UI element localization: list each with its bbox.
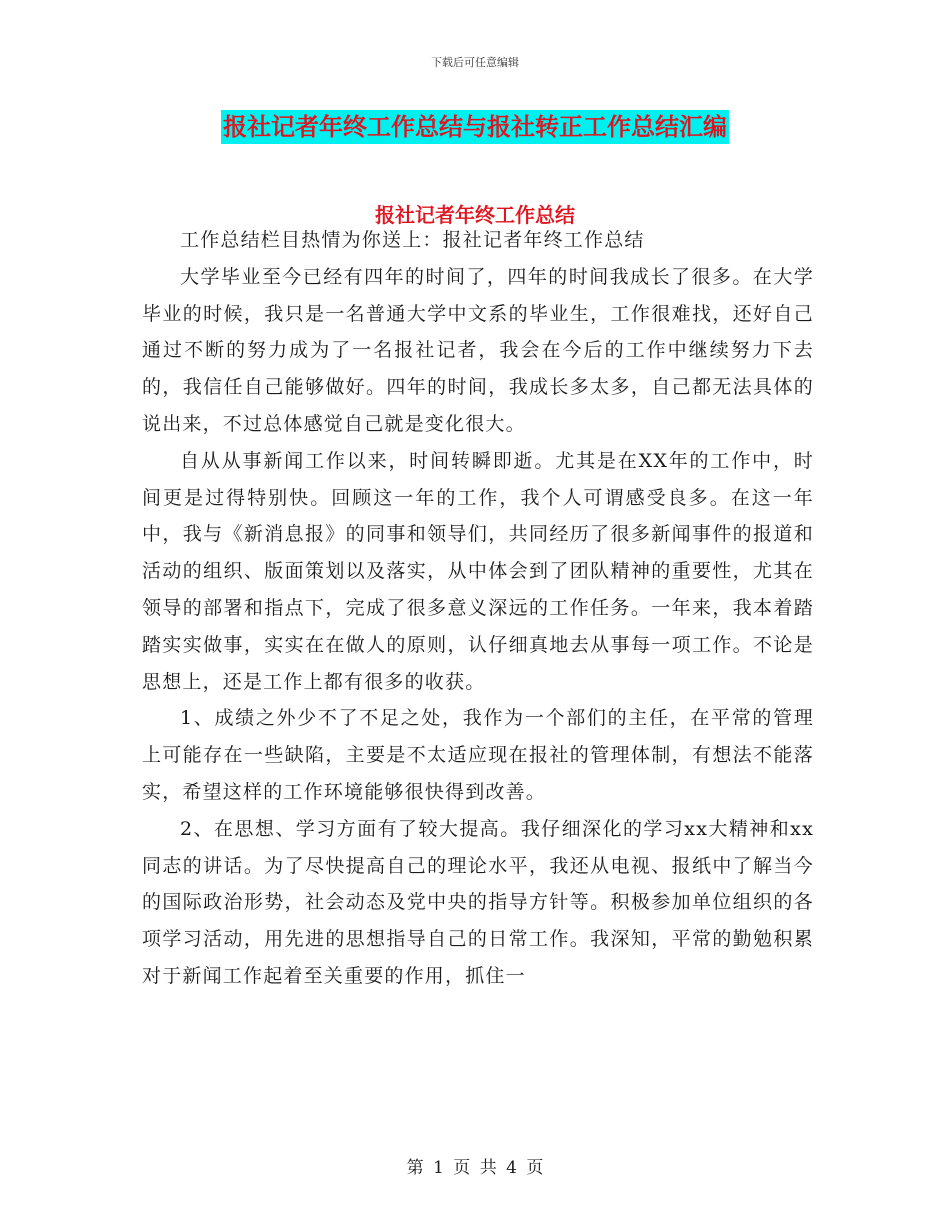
paragraph-3: 1、成绩之外少不了不足之处，我作为一个部们的主任，在平常的管理上可能存在一些缺陷，主要是不太适应现在报社的管理体制，有想法不能落实，希望这样的工作环境能够很快得到改善。: [142, 707, 814, 803]
document-body: [142, 222, 814, 995]
paragraph-2: 自从从事新闻工作以来，时间转瞬即逝。尤其是在XX年的工作中，时间更是过得特别快。回顾这一年的工作，我个人可谓感受良多。在这一年中，我与《新消息报》的同事和领导们，共同经历了很多新闻事件的报道和活动的组织、版面策划以及落实，从中体会到了团队精神的重要性，尤其在领导的部署和指点下，完成了很多意义深远的工作任务。一年来，我本着踏踏实实做事，实实在在做人的原则，认仔细真地去从事每一项工作。不论是思想上，还是工作上都有很多的收获。: [142, 449, 814, 693]
header-note: 下载后可任意编辑: [431, 56, 519, 69]
paragraph-intro: 工作总结栏目热情为你送上：报社记者年终工作总结: [180, 229, 645, 251]
section-title: 报社记者年终工作总结: [375, 203, 575, 227]
page-number: 第 1 页 共 4 页: [406, 1158, 544, 1178]
paragraph-4: 2、在思想、学习方面有了较大提高。我仔细深化的学习xx大精神和xx同志的讲话。为了尽快提高自己的理论水平，我还从电视、报纸中了解当今的国际政治形势，社会动态及党中央的指导方针等。积极参加单位组织的各项学习活动，用先进的思想指导自己的日常工作。我深知，平常的勤勉积累对于新闻工作起着至关重要的作用，抓住一: [142, 817, 814, 987]
document-title: 报社记者年终工作总结与报社转正工作总结汇编: [221, 110, 729, 144]
document-title-wrapper: [0, 110, 950, 144]
paragraph-1: 大学毕业至今已经有四年的时间了，四年的时间我成长了很多。在大学毕业的时候，我只是一名普通大学中文系的毕业生，工作很难找，还好自己通过不断的努力成为了一名报社记者，我会在今后的工作中继续努力下去的，我信任自己能够做好。四年的时间，我成长多太多，自己都无法具体的说出来，不过总体感觉自己就是变化很大。: [142, 265, 814, 435]
